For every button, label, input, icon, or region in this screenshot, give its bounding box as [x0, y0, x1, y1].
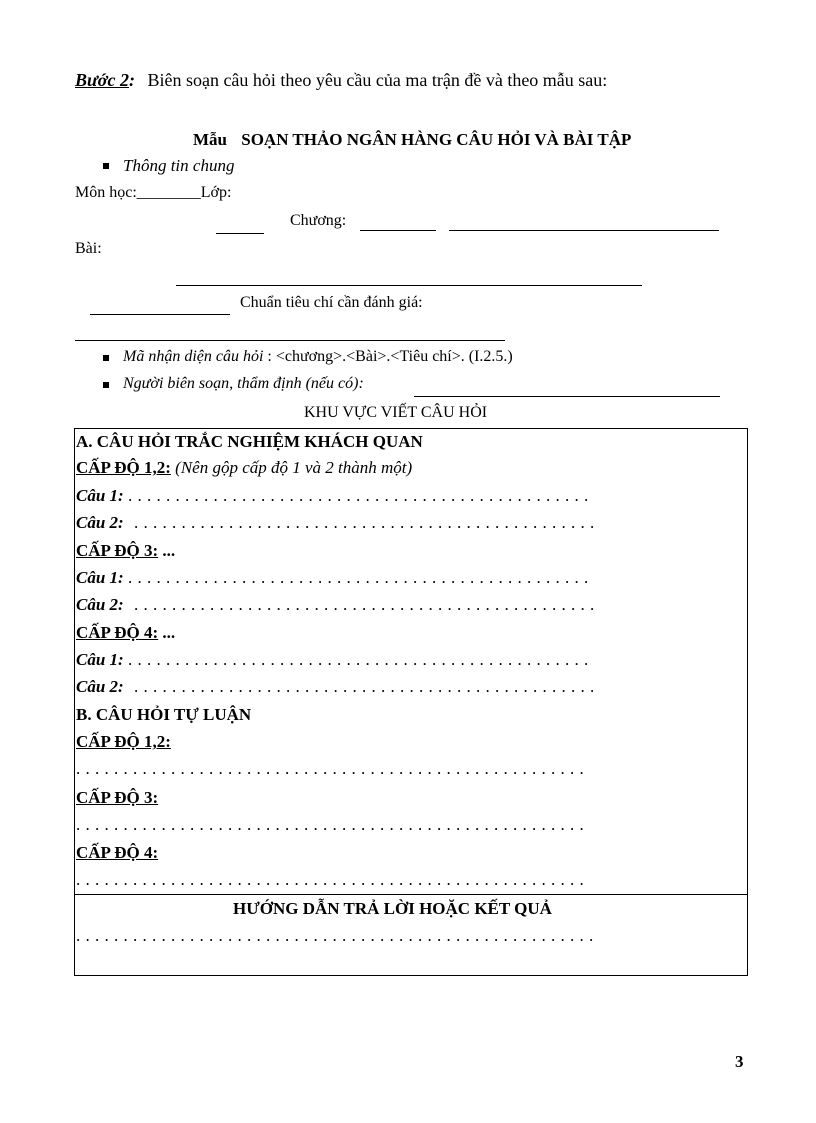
step-colon: :	[128, 70, 135, 90]
author-blank-line	[414, 396, 720, 397]
essay-dots: . . . . . . . . . . . . . . . . . . . . . . . . . . . . . . . . . . . . . . . . . . . . . . . . . . . . . .	[76, 870, 585, 889]
question-dots: . . . . . . . . . . . . . . . . . . . . . . . . . . . . . . . . . . . . . . . . . . . . . . . . .	[127, 568, 589, 587]
chapter-name-blank-line	[449, 230, 719, 231]
question-dots: . . . . . . . . . . . . . . . . . . . . . . . . . . . . . . . . . . . . . . . . . . . . . . . . .	[127, 486, 589, 505]
chapter-label: Chương:	[290, 212, 347, 229]
essay-dots: . . . . . . . . . . . . . . . . . . . . . . . . . . . . . . . . . . . . . . . . . . . . . . . . . . . . . .	[76, 815, 585, 834]
level-3-label: CẤP ĐỘ 3:	[76, 541, 159, 560]
level-4-label: CẤP ĐỘ 4:	[76, 623, 159, 642]
essay-level-12-label: CẤP ĐỘ 1,2:	[76, 732, 171, 751]
question-row	[76, 650, 589, 670]
lesson-blank-line	[176, 285, 642, 286]
level-12-row	[76, 458, 412, 478]
question-label: Câu 1:	[76, 568, 124, 587]
form-title	[193, 130, 631, 150]
lesson-label: Bài:	[75, 240, 102, 257]
question-label: Câu 1:	[76, 486, 124, 505]
essay-dots: . . . . . . . . . . . . . . . . . . . . . . . . . . . . . . . . . . . . . . . . . . . . . . . . . . . . . .	[76, 759, 585, 778]
class-blank-line	[216, 233, 264, 234]
answer-title: HƯỚNG DẪN TRẢ LỜI HOẶC KẾT QUẢ	[233, 899, 552, 918]
question-row	[76, 677, 595, 697]
question-label: Câu 2:	[76, 677, 124, 696]
bullet-icon	[103, 382, 109, 388]
essay-level-4-label: CẤP ĐỘ 4:	[76, 843, 159, 862]
chapter-blank-line	[360, 230, 436, 231]
level-12-label: CẤP ĐỘ 1,2:	[76, 458, 171, 477]
question-label: Câu 2:	[76, 513, 124, 532]
step-text: Biên soạn câu hỏi theo yêu cầu của ma trận đề và theo mẫu sau:	[147, 70, 608, 90]
question-label: Câu 2:	[76, 595, 124, 614]
step-line	[75, 70, 607, 91]
bullet-icon	[103, 355, 109, 361]
criteria-label: Chuẩn tiêu chí cần đánh giá:	[240, 294, 423, 311]
answer-dots: . . . . . . . . . . . . . . . . . . . . . . . . . . . . . . . . . . . . . . . . . . . . . . . . . . . . . . .	[76, 926, 594, 945]
author-label: Người biên soạn, thẩm định (nếu có):	[123, 375, 364, 392]
writing-area-title: KHU VỰC VIẾT CÂU HỎI	[304, 404, 488, 421]
step-label: Bước 2	[75, 70, 129, 90]
form-title-prefix: Mẫu	[193, 130, 227, 149]
page-number: 3	[735, 1052, 744, 1071]
question-dots: . . . . . . . . . . . . . . . . . . . . . . . . . . . . . . . . . . . . . . . . . . . . . . . . .	[133, 677, 595, 696]
question-id-value: : <chương>.<Bài>.<Tiêu chí>. (I.2.5.)	[267, 348, 513, 365]
level-3-row	[76, 541, 175, 561]
bullet-icon	[103, 163, 109, 169]
question-dots: . . . . . . . . . . . . . . . . . . . . . . . . . . . . . . . . . . . . . . . . . . . . . . . . .	[133, 513, 595, 532]
answer-divider	[74, 894, 748, 895]
section-a-title: A. CÂU HỎI TRẮC NGHIỆM KHÁCH QUAN	[76, 432, 423, 451]
essay-level-3-label: CẤP ĐỘ 3:	[76, 788, 159, 807]
criteria-blank-line	[75, 340, 505, 341]
question-row	[76, 595, 595, 615]
section-b-title: B. CÂU HỎI TỰ LUẬN	[76, 705, 252, 724]
general-info-label: Thông tin chung	[123, 156, 235, 175]
question-dots: . . . . . . . . . . . . . . . . . . . . . . . . . . . . . . . . . . . . . . . . . . . . . . . . .	[127, 650, 589, 669]
subject-class-label: Môn học:________Lớp:	[75, 184, 232, 201]
level-3-ellipsis: ...	[162, 541, 176, 560]
level-12-note: (Nên gộp cấp độ 1 và 2 thành một)	[175, 458, 413, 477]
form-title-main: SOẠN THẢO NGÂN HÀNG CÂU HỎI VÀ BÀI TẬP	[241, 130, 632, 149]
criteria-prefix-line	[90, 314, 230, 315]
question-id-line	[123, 348, 513, 366]
question-row	[76, 486, 589, 506]
level-4-row	[76, 623, 175, 643]
question-row	[76, 513, 595, 533]
question-row	[76, 568, 589, 588]
question-id-label: Mã nhận diện câu hỏi	[123, 348, 264, 365]
question-dots: . . . . . . . . . . . . . . . . . . . . . . . . . . . . . . . . . . . . . . . . . . . . . . . . .	[133, 595, 595, 614]
question-label: Câu 1:	[76, 650, 124, 669]
level-4-ellipsis: ...	[162, 623, 176, 642]
